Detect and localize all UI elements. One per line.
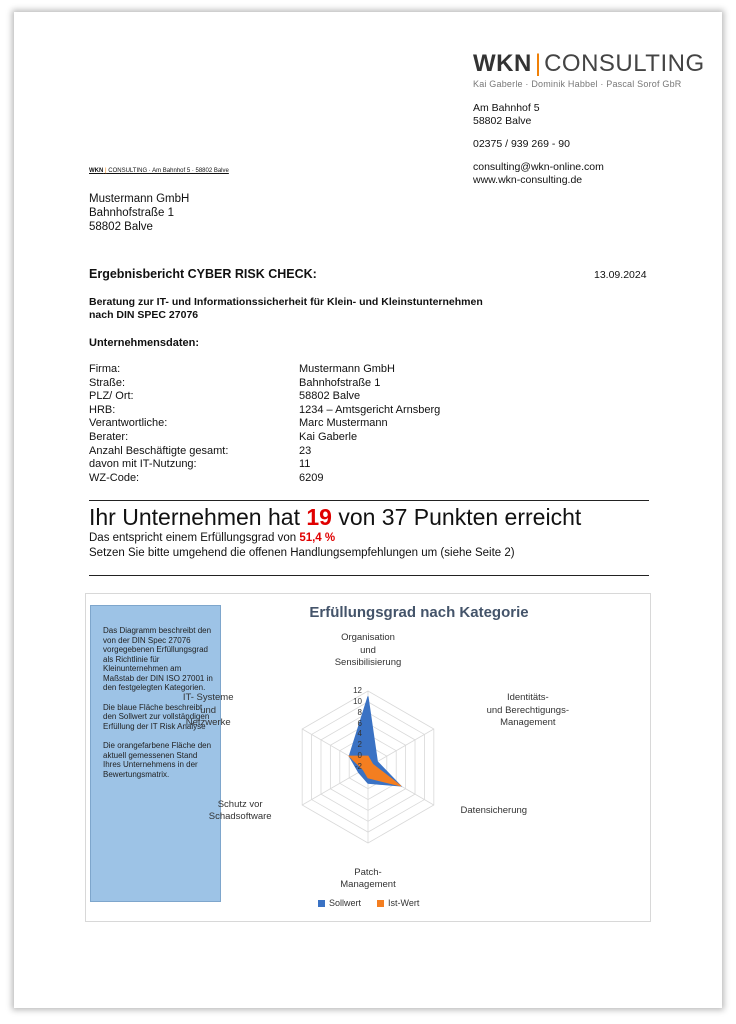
logo-name: CONSULTING bbox=[544, 50, 705, 77]
recipient-city: 58802 Balve bbox=[89, 221, 153, 233]
fulfillment-pre: Das entspricht einem Erfüllungsgrad von bbox=[89, 532, 300, 544]
subtitle-line-2: nach DIN SPEC 27076 bbox=[89, 309, 199, 321]
score-value: 19 bbox=[306, 504, 332, 530]
company-data-label: Straße: bbox=[89, 376, 126, 389]
headline-post: von 37 Punkten erreicht bbox=[331, 504, 582, 530]
address-web[interactable]: www.wkn-consulting.de bbox=[473, 174, 583, 186]
category-label bbox=[158, 692, 258, 730]
recipient-name: Mustermann GmbH bbox=[89, 193, 190, 205]
category-label-line: und Berechtigungs- bbox=[486, 704, 569, 716]
legend-label-soll: Sollwert bbox=[329, 898, 362, 908]
report-title: Ergebnisbericht CYBER RISK CHECK: bbox=[89, 267, 317, 281]
company-data-value: Kai Gaberle bbox=[299, 430, 358, 443]
grid-spoke bbox=[302, 767, 368, 805]
category-label-line: Schutz vor bbox=[217, 798, 263, 810]
sender-rest: CONSULTING · Am Bahnhof 5 · 58802 Balve bbox=[106, 168, 229, 174]
company-data-label: Anzahl Beschäftigte gesamt: bbox=[89, 444, 229, 457]
fulfillment-value: 51,4 % bbox=[299, 532, 336, 544]
tick-label: 12 bbox=[353, 686, 362, 695]
category-label bbox=[478, 692, 578, 730]
sender-brand: WKN bbox=[89, 168, 104, 174]
company-data-value: 1234 – Amtsgericht Arnsberg bbox=[299, 403, 441, 416]
tick-label: 8 bbox=[357, 707, 362, 717]
info-paragraph-3: Die orangefarbene Fläche den aktuell gemessenen Stand Ihres Unternehmens in der Bewertungsmatrix. bbox=[103, 741, 212, 779]
info-paragraph-1: Das Diagramm beschreibt den von der DIN Spec 27076 vorgegebenen Erfüllungsgrad als Richtlinie für Kleinunternehmen am Maßstab der DIN ISO 27001 in den festgelegten Kategorien. bbox=[103, 626, 213, 692]
subtitle-line-1: Beratung zur IT- und Informationssicherheit für Klein- und Kleinstunternehmen bbox=[89, 296, 483, 308]
logo-brand: WKN bbox=[473, 50, 532, 77]
company-data-value: 58802 Balve bbox=[299, 390, 361, 403]
category-label-line: Datensicherung bbox=[460, 804, 528, 816]
category-label bbox=[190, 799, 290, 824]
address-phone: 02375 / 939 269 - 90 bbox=[473, 138, 570, 150]
category-label bbox=[318, 867, 418, 892]
company-data-label: Firma: bbox=[89, 363, 121, 375]
company-data-value: Bahnhofstraße 1 bbox=[299, 376, 381, 389]
chart-title: Erfüllungsgrad nach Kategorie bbox=[309, 604, 529, 621]
category-label-line: Schadsoftware bbox=[208, 811, 272, 822]
category-label bbox=[318, 632, 418, 670]
category-label-line: Organisation bbox=[341, 632, 395, 644]
company-data-value: 11 bbox=[299, 458, 311, 471]
recipient-street: Bahnhofstraße 1 bbox=[89, 207, 175, 219]
tick-label: 0 bbox=[357, 751, 362, 761]
company-data-value: Marc Mustermann bbox=[299, 417, 388, 430]
legend-swatch-ist bbox=[377, 900, 384, 907]
tick-label: 2 bbox=[357, 740, 362, 750]
category-label-line: Sensibilisierung bbox=[334, 657, 402, 669]
document-page bbox=[14, 12, 722, 1008]
tick-label: 6 bbox=[357, 718, 362, 728]
category-label-line: Management bbox=[500, 717, 556, 729]
legend-swatch-soll bbox=[318, 900, 325, 907]
info-paragraph-2: Die blaue Fläche beschreibt den Sollwert zur vollständigen Erfüllung der IT Risk Analyse bbox=[103, 702, 210, 731]
category-label-line: IT- Systeme bbox=[182, 692, 234, 704]
company-data-heading: Unternehmensdaten: bbox=[89, 337, 200, 349]
radar-chart bbox=[14, 12, 722, 1008]
company-data-label: WZ-Code: bbox=[89, 471, 140, 484]
category-label bbox=[444, 805, 544, 818]
logo-tagline: Kai Gaberle · Dominik Habbel · Pascal Sorof GbR bbox=[473, 79, 682, 89]
address-city: 58802 Balve bbox=[473, 115, 532, 127]
company-data-label: HRB: bbox=[89, 403, 116, 416]
grid-spoke bbox=[368, 729, 434, 767]
category-label-line: Identitäts- bbox=[506, 692, 549, 704]
logo-separator: | bbox=[534, 50, 542, 77]
address-email[interactable]: consulting@wkn-online.com bbox=[473, 161, 604, 173]
company-data-label: Berater: bbox=[89, 430, 129, 443]
company-data-value: Mustermann GmbH bbox=[299, 363, 395, 375]
category-label-line: und bbox=[200, 704, 217, 716]
report-date: 13.09.2024 bbox=[594, 269, 647, 281]
category-label-line: und bbox=[360, 644, 376, 656]
tick-label: 4 bbox=[357, 729, 362, 739]
address-street: Am Bahnhof 5 bbox=[473, 102, 540, 114]
company-data-label: PLZ/ Ort: bbox=[89, 390, 134, 403]
sender-separator: | bbox=[105, 168, 107, 174]
company-data-value: 23 bbox=[299, 444, 312, 457]
headline-pre: Ihr Unternehmen hat bbox=[89, 504, 307, 530]
company-data-label: davon mit IT-Nutzung: bbox=[89, 458, 197, 471]
tick-label: -2 bbox=[354, 762, 362, 771]
tick-label: 10 bbox=[353, 696, 362, 706]
category-label-line: Management bbox=[340, 879, 396, 890]
action-text: Setzen Sie bitte umgehend die offenen Handlungsempfehlungen um (siehe Seite 2) bbox=[89, 547, 515, 559]
legend-label-ist: Ist-Wert bbox=[388, 898, 420, 908]
category-label-line: Patch- bbox=[354, 866, 382, 878]
company-data-label: Verantwortliche: bbox=[89, 417, 168, 430]
company-data-value: 6209 bbox=[299, 471, 324, 484]
category-label-line: Netzwerke bbox=[185, 717, 231, 729]
chart-legend bbox=[318, 898, 419, 908]
